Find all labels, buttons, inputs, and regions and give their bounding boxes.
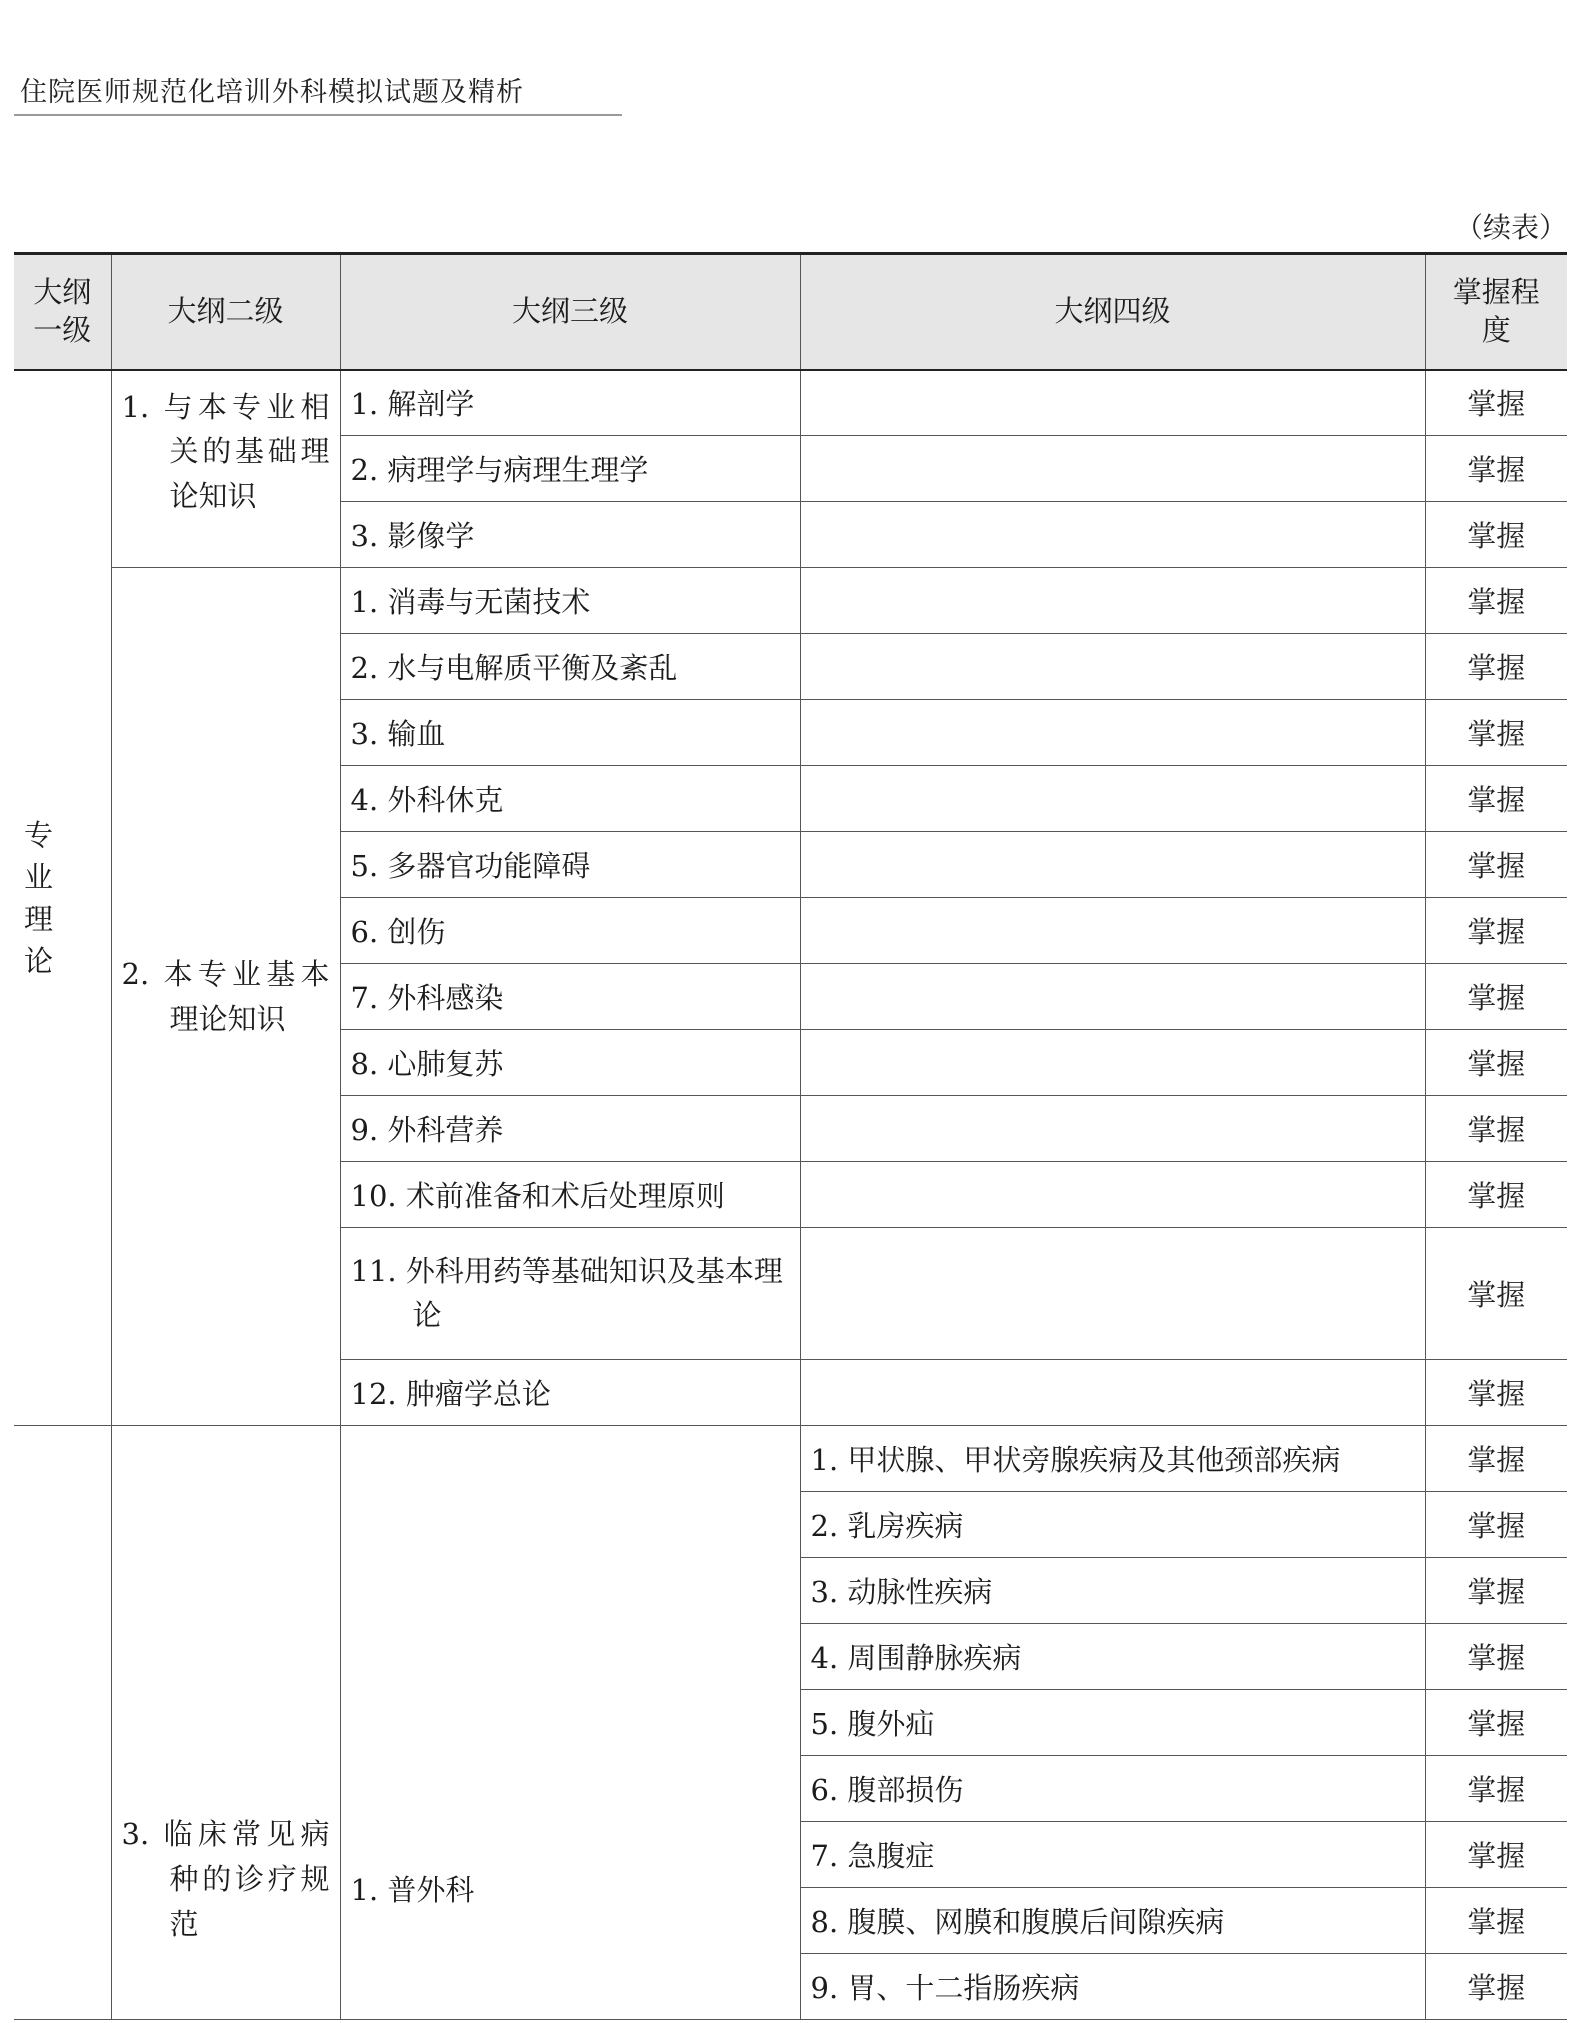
level4-cell: 6. 腹部损伤	[800, 1756, 1425, 1822]
mastery-level: 掌握	[1425, 568, 1567, 634]
mastery-level: 掌握	[1425, 1162, 1567, 1228]
mastery-level: 掌握	[1425, 1360, 1567, 1426]
level4-cell	[800, 1228, 1425, 1360]
mastery-level: 掌握	[1425, 1756, 1567, 1822]
level3-cell: 8. 心肺复苏	[340, 1030, 800, 1096]
level4-cell	[800, 700, 1425, 766]
level3-cell: 1. 消毒与无菌技术	[340, 568, 800, 634]
mastery-level: 掌握	[1425, 502, 1567, 568]
level4-cell	[800, 1360, 1425, 1426]
mastery-level: 掌握	[1425, 1954, 1567, 2020]
syllabus-table	[14, 252, 1567, 2020]
level3-cell: 1. 解剖学	[340, 370, 800, 436]
header-rule	[14, 114, 622, 116]
mastery-level: 掌握	[1425, 766, 1567, 832]
level2-cell: 2. 本专业基本理论知识	[111, 568, 340, 1426]
level4-cell: 5. 腹外疝	[800, 1690, 1425, 1756]
level3-cell: 3. 输血	[340, 700, 800, 766]
mastery-level: 掌握	[1425, 1228, 1567, 1360]
level4-cell: 9. 胃、十二指肠疾病	[800, 1954, 1425, 2020]
level1-cell: 专业理论	[14, 370, 111, 1426]
mastery-level: 掌握	[1425, 1624, 1567, 1690]
level4-cell: 4. 周围静脉疾病	[800, 1624, 1425, 1690]
level3-cell: 1. 普外科	[340, 1426, 800, 2020]
level3-cell: 7. 外科感染	[340, 964, 800, 1030]
level4-cell	[800, 1162, 1425, 1228]
mastery-level: 掌握	[1425, 1888, 1567, 1954]
mastery-level: 掌握	[1425, 1690, 1567, 1756]
column-header: 大纲四级	[800, 254, 1425, 370]
table-row	[14, 568, 1567, 634]
level4-cell: 2. 乳房疾病	[800, 1492, 1425, 1558]
level3-cell: 2. 水与电解质平衡及紊乱	[340, 634, 800, 700]
column-header: 大纲一级	[14, 254, 111, 370]
level3-cell: 6. 创伤	[340, 898, 800, 964]
mastery-level: 掌握	[1425, 1096, 1567, 1162]
book-title: 住院医师规范化培训外科模拟试题及精析	[20, 77, 524, 108]
level4-cell	[800, 898, 1425, 964]
level2-cell: 1. 与本专业相关的基础理论知识	[111, 370, 340, 568]
mastery-level: 掌握	[1425, 1030, 1567, 1096]
table-header-row	[14, 254, 1567, 370]
level4-cell	[800, 436, 1425, 502]
level3-cell: 2. 病理学与病理生理学	[340, 436, 800, 502]
level4-cell	[800, 370, 1425, 436]
level4-cell	[800, 502, 1425, 568]
continuation-note: （续表）	[1454, 211, 1567, 244]
level3-cell: 5. 多器官功能障碍	[340, 832, 800, 898]
level3-cell: 12. 肿瘤学总论	[340, 1360, 800, 1426]
mastery-level: 掌握	[1425, 1558, 1567, 1624]
table-row	[14, 1426, 1567, 1492]
column-header: 掌握程度	[1425, 254, 1567, 370]
level4-cell	[800, 568, 1425, 634]
level4-cell: 7. 急腹症	[800, 1822, 1425, 1888]
column-header: 大纲三级	[340, 254, 800, 370]
level4-cell: 3. 动脉性疾病	[800, 1558, 1425, 1624]
mastery-level: 掌握	[1425, 700, 1567, 766]
level4-cell	[800, 634, 1425, 700]
level3-cell: 9. 外科营养	[340, 1096, 800, 1162]
mastery-level: 掌握	[1425, 370, 1567, 436]
mastery-level: 掌握	[1425, 898, 1567, 964]
mastery-level: 掌握	[1425, 436, 1567, 502]
mastery-level: 掌握	[1425, 1492, 1567, 1558]
level3-cell: 4. 外科休克	[340, 766, 800, 832]
level2-cell: 3. 临床常见病种的诊疗规范	[111, 1426, 340, 2020]
level3-cell: 11. 外科用药等基础知识及基本理论	[340, 1228, 800, 1360]
level4-cell	[800, 1096, 1425, 1162]
level4-cell	[800, 832, 1425, 898]
mastery-level: 掌握	[1425, 1822, 1567, 1888]
level4-cell	[800, 964, 1425, 1030]
level1-cell-continued	[14, 1426, 111, 2020]
level4-cell	[800, 1030, 1425, 1096]
level3-cell: 10. 术前准备和术后处理原则	[340, 1162, 800, 1228]
mastery-level: 掌握	[1425, 634, 1567, 700]
mastery-level: 掌握	[1425, 964, 1567, 1030]
mastery-level: 掌握	[1425, 832, 1567, 898]
level3-cell: 3. 影像学	[340, 502, 800, 568]
column-header: 大纲二级	[111, 254, 340, 370]
level4-cell: 1. 甲状腺、甲状旁腺疾病及其他颈部疾病	[800, 1426, 1425, 1492]
table-row	[14, 370, 1567, 436]
level4-cell	[800, 766, 1425, 832]
mastery-level: 掌握	[1425, 1426, 1567, 1492]
level4-cell: 8. 腹膜、网膜和腹膜后间隙疾病	[800, 1888, 1425, 1954]
